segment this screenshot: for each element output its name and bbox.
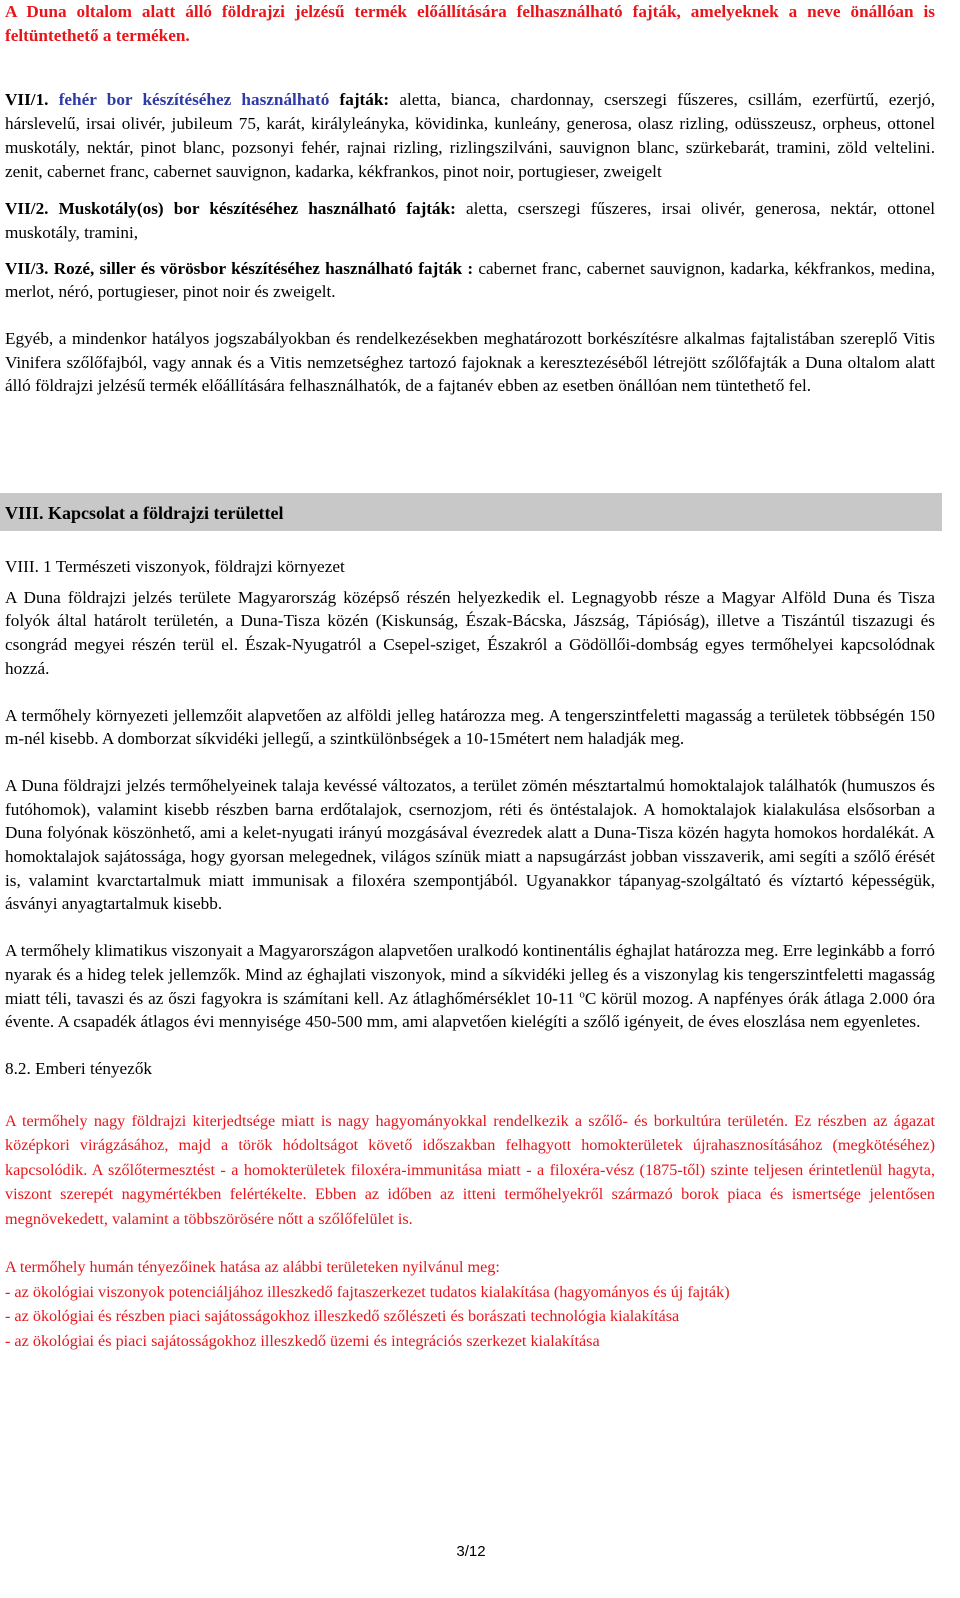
paragraph-human-history: A termőhely nagy földrajzi kiterjedtsége miatt is nagy hagyományokkal rendelkezik a szőlő- és borkultúra területén. Ez részben az ágazat középkori virágzásához, majd a török hódoltságot követő időszakban felhagyott homokterületek újrahasznosításához (megkötéséhez) kapcsolódik. A szőlőtermesztést - a homokterületek filoxéra-immunitása miatt - a filoxéra-vész (1875-től) szinte teljesen érintetlenül hagyta, viszont szerepét nagymértékben felértékelte. Ebben az időben az itteni termőhelyekről származó borok piaca és ismertsége jelentősen megnövekedett, valamint a többszörösére nőtt a szőlőfelület is. <box>5 1111 935 1228</box>
vii2-text: aletta, cserszegi fűszeres, irsai olivér, generosa, nektár, ottonel muskotály, tramini, <box>5 199 935 242</box>
section-heading: VIII. Kapcsolat a földrajzi területtel <box>5 503 284 523</box>
vii1-lead: fehér bor készítéséhez használható <box>58 90 330 110</box>
vii1-label: VII/1. <box>5 90 49 110</box>
climate-text-b: C körül mozog. A napfényes órák átlaga 2.000 óra évente. A csapadék átlagos évi mennyisége 450-500 mm, ami alapvetően kielégíti a szőlő igényeit, de éves eloszlása nem egyenletes. <box>5 988 935 1032</box>
vii1-lead-bold: fajták: <box>339 90 390 110</box>
vii3-text: cabernet franc, cabernet sauvignon, kadarka, kékfrankos, medina, merlot, néró, portugieser, pinot noir és zweigelt. <box>5 258 936 302</box>
vii1-text: aletta, bianca, chardonnay, cserszegi fűszeres, csillám, ezerfürtű, ezerjó, hárslevelű, irsai olivér, jubileum 75, karát, királyleányka, kövidinka, kunleány, generosa, olasz rizling, odüsszeusz, orpheus, ottonel muskotály, nektár, pinot blanc, pozsonyi fehér, rajnai rizling, rizlingszilváni, sauvignon blanc, szürkebarát, tramini, zöld veltelini. zenit, cabernet franc, cabernet sauvignon, kadarka, kékfrankos, pinot noir, portugieser, zweigelt <box>5 90 936 181</box>
vii3-lead: VII/3. Rozé, siller és vörösbor készítéséhez használható fajták : <box>5 258 474 278</box>
other-varieties-paragraph: Egyéb, a mindenkor hatályos jogszabályokban és rendelkezésekben meghatározott borkészítésre alkalmas fajtalistában szereplő Vitis Vinifera szőlőfajból, vagy annak és a Vitis nemzetséghez tartozó fajoknak a keresztezéséből létrejött szőlőfajták a Duna oltalom alatt álló földrajzi jelzésű termék előállítására felhasználhatók, de a fajtanév ebben az esetben önállóan nem tüntethető fel. <box>5 329 935 396</box>
human-factors-intro: A termőhely humán tényezőinek hatása az alábbi területeken nyilvánul meg: <box>5 1258 500 1277</box>
subsection-8-2-title: 8.2. Emberi tényezők <box>5 1058 153 1078</box>
list-item: - az ökológiai és részben piaci sajátosságokhoz illeszkedő szőlészeti és borászati technológia kialakítása <box>5 1307 680 1326</box>
list-item: - az ökológiai és piaci sajátosságokhoz illeszkedő üzemi és integrációs szerkezet kialakítása <box>5 1331 600 1350</box>
vii1-paragraph <box>5 88 935 183</box>
intro-heading: A Duna oltalom alatt álló földrajzi jelzésű termék előállítására felhasználható fajták, amelyeknek a neve önállóan is feltüntethető a terméken. <box>5 2 935 45</box>
human-factors-list <box>5 1280 935 1354</box>
paragraph-soil: A Duna földrajzi jelzés termőhelyeinek talaja kevéssé változatos, a terület zömén mésztartalmú homoktalajok találhatók (humuszos és futóhomok), valamint kisebb részben barna erdőtalajok, csernozjom, réti és öntéstalajok. A homoktalajok kialakulása elsősorban a Duna folyónak köszönhető, ami a kelet-nyugati irányú mozgásával évezredek alatt a Duna-Tisza közén hagyta homokos hordalékát. A homoktalajok sajátossága, hogy gyorsan melegednek, világos színük miatt a napsugárzást jobban visszaverik, ami segíti a szőlő érését is, valamint kvarctartalmuk miatt immunisak a filoxéra szempontjából. Ugyanakkor tápanyag-szolgáltató és víztartó képességük, ásványi anyagtartalmuk kisebb. <box>5 775 935 914</box>
paragraph-climate <box>5 939 935 1034</box>
section8-content <box>5 555 935 1353</box>
document-page <box>5 0 935 398</box>
vii2-paragraph <box>5 197 935 244</box>
section-heading-bar <box>0 493 942 531</box>
subsection-8-1-title: VIII. 1 Természeti viszonyok, földrajzi környezet <box>5 557 345 576</box>
vii2-lead: VII/2. Muskotály(os) bor készítéséhez használható fajták: <box>5 199 456 219</box>
degree-sup: o <box>579 987 585 1000</box>
vii3-paragraph <box>5 257 935 304</box>
paragraph-environment: A termőhely környezeti jellemzőit alapvetően az alföldi jelleg határozza meg. A tengerszintfeletti magasság a területek többségén 150 m-nél kisebb. A domborzat síkvidéki jellegű, a szintkülönbségek a 10-15métert nem haladják meg. <box>5 705 935 749</box>
paragraph-location: A Duna földrajzi jelzés területe Magyarország középső részén helyezkedik el. Legnagyobb része a Magyar Alföld Duna és Tisza folyók által határolt területén, a Duna-Tisza közén (Kiskunság, Észak-Bácska, Jászság, Tápióság), illetve a Tiszántúl tiszazugi és csongrád megyei részén terül el. Észak-Nyugatról a Csepel-sziget, Északról a Gödöllői-dombság egyes termőhelyei kapcsolódnak hozzá. <box>5 587 935 678</box>
page-number: 3/12 <box>456 1543 486 1560</box>
list-item: - az ökológiai viszonyok potenciáljához illeszkedő fajtaszerkezet tudatos kialakítása (hagyományos és új fajták) <box>5 1282 730 1301</box>
climate-text-a: A termőhely klimatikus viszonyait a Magyarországon alapvetően uralkodó kontinentális éghajlat határozza meg. Erre leginkább a forró nyarak és a hideg telek jellemzők. Mind az éghajlati viszonyok, mind a síkvidéki jelleg és a viszonylag kis tengerszintfeletti magasság miatt téli, tavaszi és az őszi fagyokra is számítani kell. Az átlaghőmérséklet 10-11 <box>5 941 935 1008</box>
